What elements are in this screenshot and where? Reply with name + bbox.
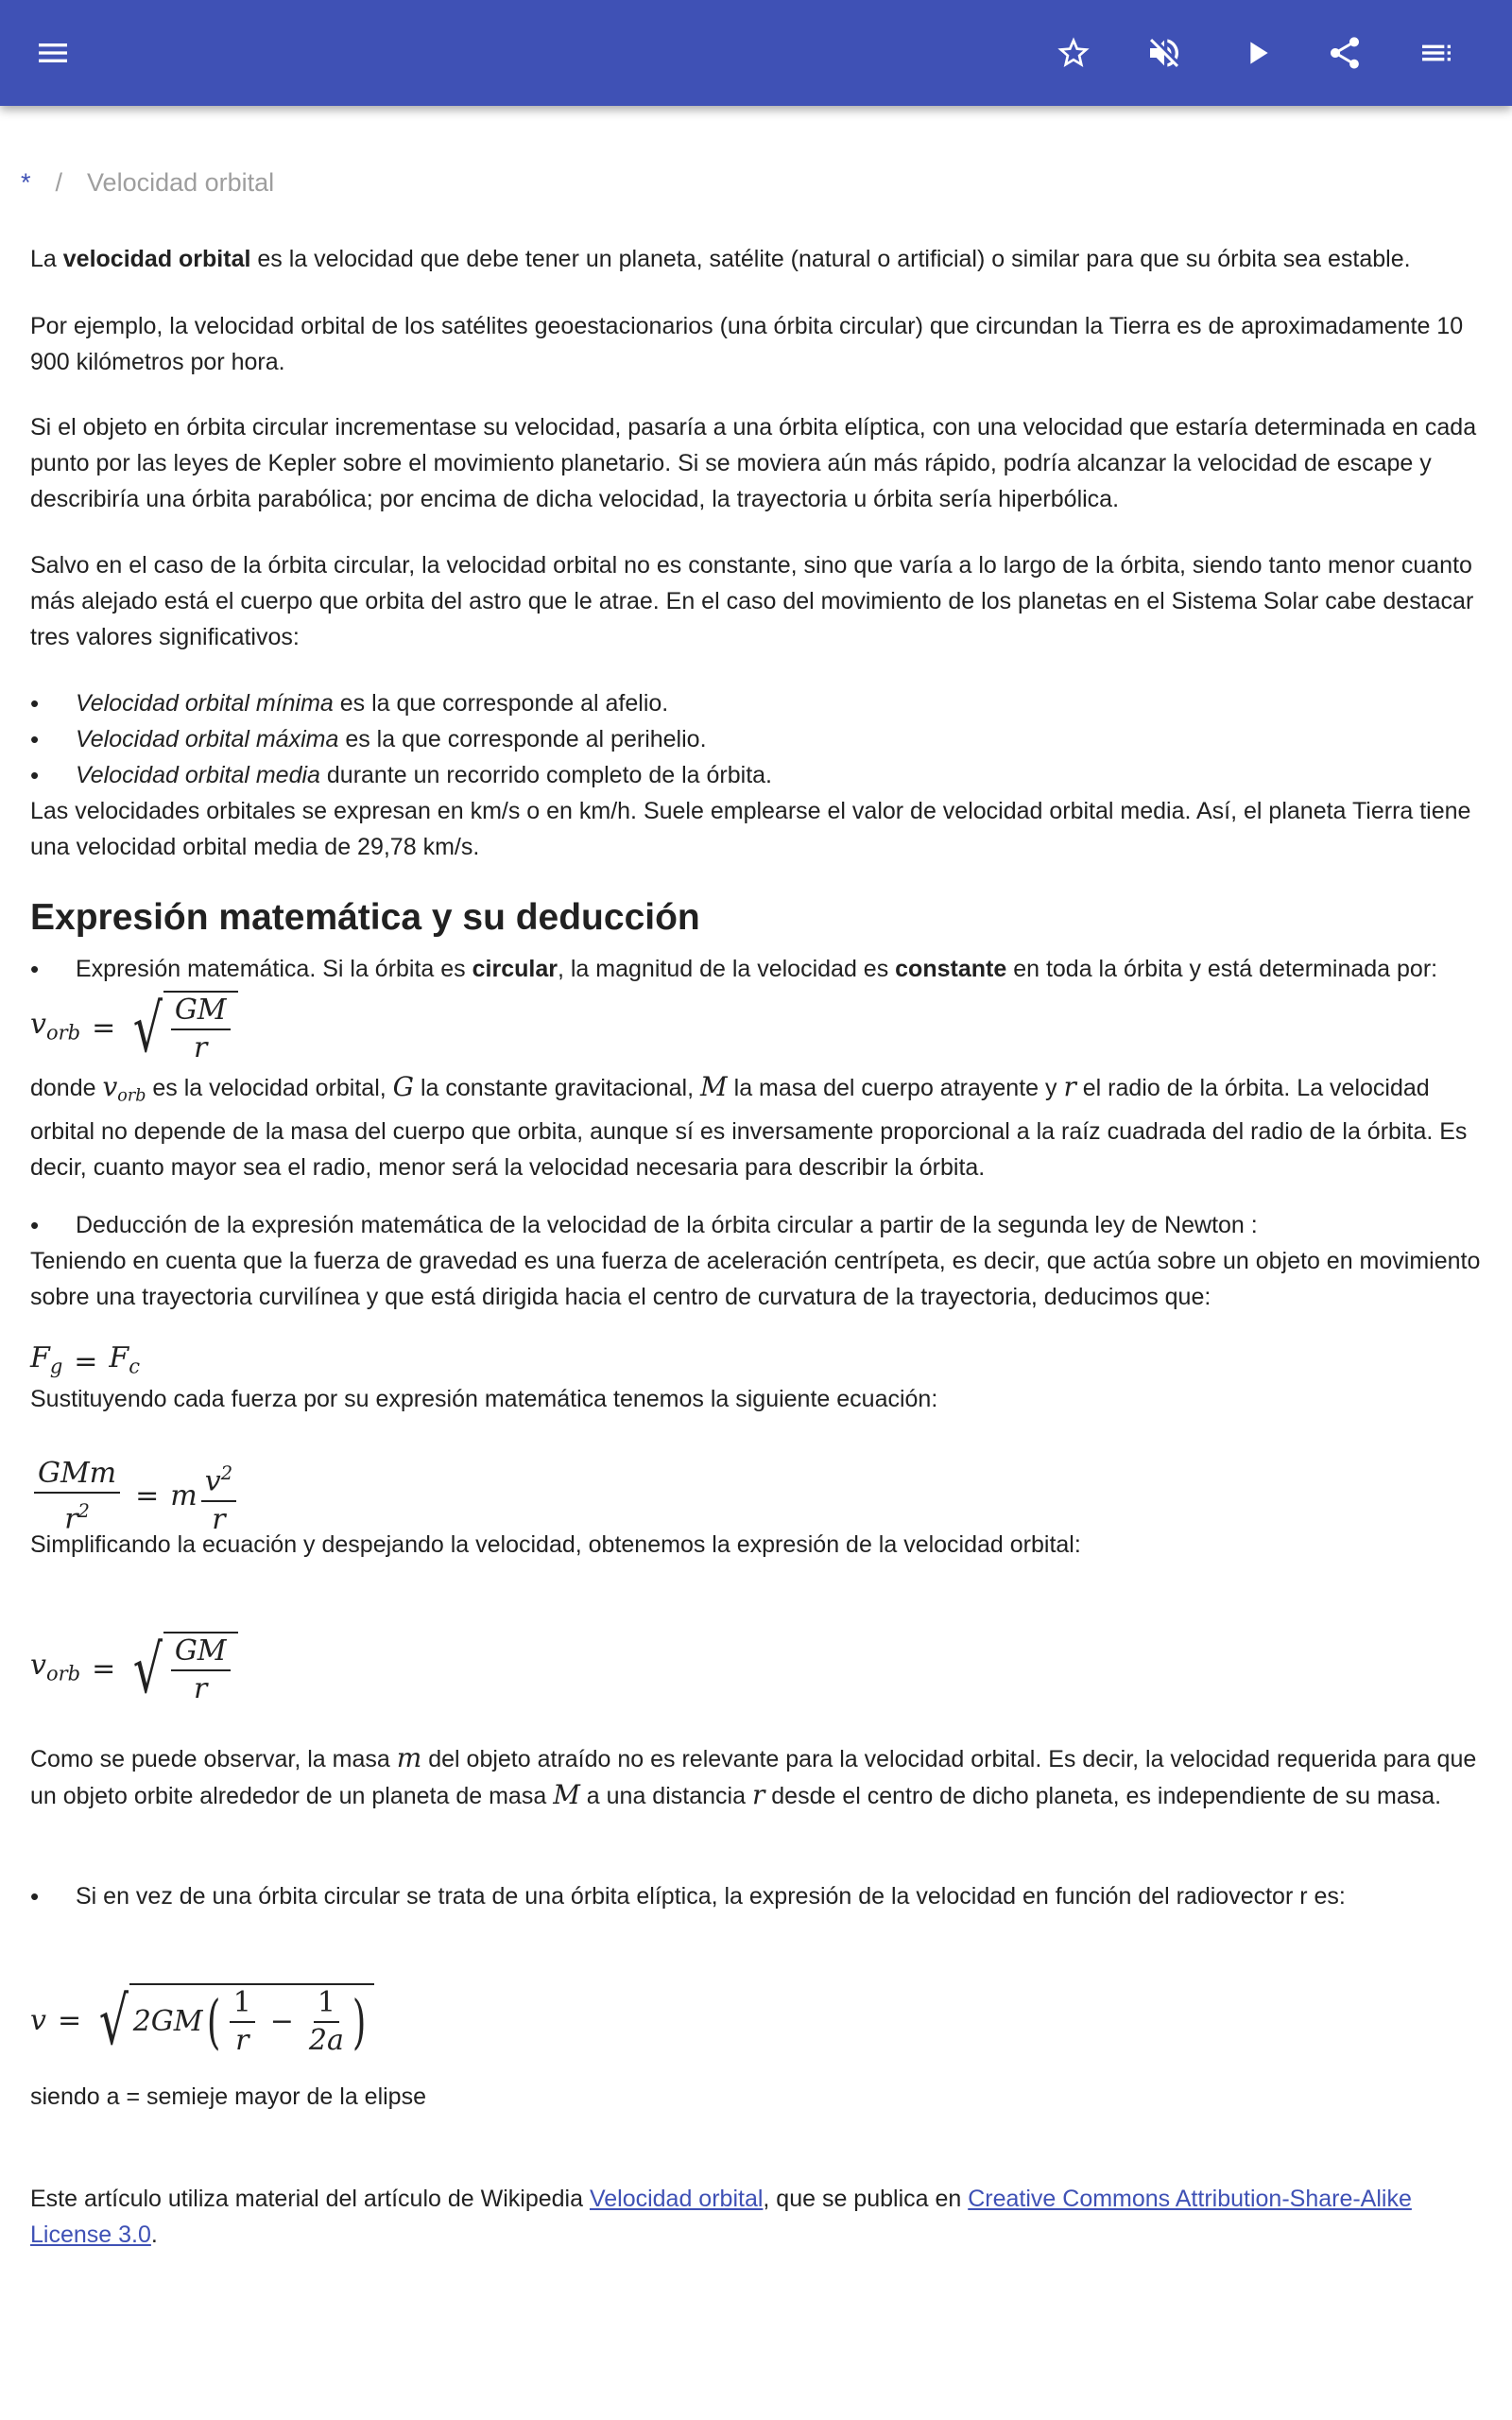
fraction-numerator: v xyxy=(204,1464,221,1498)
text: la masa del cuerpo atrayente y xyxy=(727,1075,1064,1101)
sqrt: √ $\frac{GM}{r}$ xyxy=(127,1632,237,1707)
text: es la velocidad orbital, xyxy=(146,1075,393,1101)
list-item xyxy=(47,685,668,721)
fraction-denominator: 2a xyxy=(308,2024,344,2057)
breadcrumb xyxy=(21,168,274,198)
math-sup: 2 xyxy=(77,1500,90,1522)
math-var: F xyxy=(109,1341,129,1374)
fraction-numerator: GM xyxy=(171,1634,231,1671)
text: Este artículo utiliza material del artículo de Wikipedia xyxy=(30,2186,590,2212)
math-coefficient: 2GM xyxy=(132,2005,203,2038)
math-equals: = xyxy=(92,1011,116,1045)
math-sup: 2 xyxy=(220,1462,233,1484)
math-sub: c xyxy=(129,1355,141,1378)
math-equals: = xyxy=(135,1479,160,1513)
left-paren: ( xyxy=(207,1987,221,2056)
text: , que se publica en xyxy=(763,2186,969,2212)
math-var: G xyxy=(392,1071,415,1102)
paragraph-intro xyxy=(30,241,1486,277)
text: a una distancia xyxy=(579,1783,752,1809)
math-sub: orb xyxy=(45,1021,81,1045)
bold-term: circular xyxy=(472,956,558,982)
formula-ellipse-velocity xyxy=(30,1983,374,2059)
text: La xyxy=(30,246,63,272)
fraction-denominator: r xyxy=(194,1031,208,1064)
math-var: m xyxy=(396,1742,422,1773)
italic-term: Velocidad orbital mínima xyxy=(76,690,334,717)
text: en toda la órbita y está determinada por: xyxy=(1006,956,1438,982)
italic-term: Velocidad orbital media xyxy=(76,762,320,788)
share-icon[interactable] xyxy=(1322,30,1367,76)
text: donde xyxy=(30,1075,103,1101)
text: Si en vez de una órbita circular se trata de una órbita elíptica, la expresión de la velocidad en función del radiovector r es: xyxy=(76,1883,1346,1910)
math-equals: = xyxy=(57,2004,82,2037)
text: Como se puede observar, la masa xyxy=(30,1746,397,1772)
math-var: r xyxy=(751,1779,765,1810)
math-minus: − xyxy=(269,2005,294,2038)
text: es la velocidad que debe tener un planeta, satélite (natural o artificial) o similar para que su órbita sea estable. xyxy=(250,246,1411,272)
paragraph-mass xyxy=(30,1740,1486,1814)
list-item xyxy=(47,721,707,757)
volume-off-icon[interactable] xyxy=(1142,30,1187,76)
sqrt: √ 2GM ( $\frac{1}{r}$ − $\frac{1}{2a}$ ) xyxy=(93,1983,374,2059)
text: Deducción de la expresión matemática de la velocidad de la órbita circular a partir de la segunda ley de Newton : xyxy=(76,1212,1258,1238)
bold-term: constante xyxy=(895,956,1007,982)
math-var: F xyxy=(30,1341,50,1374)
math-var: v xyxy=(30,1007,46,1041)
text: del objeto atraído no es relevante para la velocidad orbital. Es decir, la velocidad requerida para que un objeto orbite alrededor de un planeta de masa xyxy=(30,1746,1477,1809)
math-equals: = xyxy=(92,1652,116,1685)
math-var: v xyxy=(102,1071,118,1102)
paragraph-substitution: Sustituyendo cada fuerza por su expresión matemática tenemos la siguiente ecuación: xyxy=(30,1386,938,1412)
math-var: v xyxy=(30,1648,46,1682)
text: es la que corresponde al perihelio. xyxy=(338,726,707,752)
text: la constante gravitacional, xyxy=(414,1075,701,1101)
fraction-numerator: 1 xyxy=(230,1985,255,2023)
formula-newton xyxy=(30,1456,240,1538)
text: , la magnitud de la velocidad es xyxy=(557,956,896,982)
text: es la que corresponde al afelio. xyxy=(333,690,669,717)
list-item xyxy=(47,757,772,793)
playlist-icon[interactable] xyxy=(1414,30,1459,76)
sqrt: √ $\frac{GM}{r}$ xyxy=(127,991,237,1066)
star-icon[interactable] xyxy=(1051,30,1096,76)
list-item xyxy=(47,1207,1258,1243)
fraction-numerator: GM xyxy=(171,993,231,1030)
fraction-numerator: GMm xyxy=(34,1456,120,1494)
app-bar xyxy=(0,0,1512,106)
fraction-denominator: r xyxy=(64,1502,78,1536)
math-equals: = xyxy=(74,1345,98,1379)
math-var: M xyxy=(553,1779,580,1810)
breadcrumb-separator: / xyxy=(55,168,63,197)
italic-term: Velocidad orbital máxima xyxy=(76,726,339,752)
paragraph-units: Las velocidades orbitales se expresan en km/s o en km/h. Suele emplearse el valor de velocidad orbital media. Así, el planeta Tierra tiene una velocidad orbital media de 29,78 km/s. xyxy=(30,798,1471,860)
paragraph-donde xyxy=(30,1069,1486,1185)
paragraph-example: Por ejemplo, la velocidad orbital de los satélites geoestacionarios (una órbita circular) que circundan la Tierra es de aproximadamente 10 900 kilómetros por hora. xyxy=(30,313,1464,375)
fraction-denominator: r xyxy=(194,1672,208,1705)
paragraph-centripetal: Teniendo en cuenta que la fuerza de gravedad es una fuerza de aceleración centrípeta, es decir, que actúa sobre un objeto en movimiento sobre una trayectoria curvilínea y que está dirigida hacia el centro de curvatura de la trayectoria, deducimos que: xyxy=(30,1248,1481,1310)
math-var: M xyxy=(700,1071,728,1102)
list-item xyxy=(47,1878,1346,1914)
formula-orbital-velocity xyxy=(30,991,238,1066)
math-var: m xyxy=(170,1479,198,1513)
wikipedia-article-link[interactable]: Velocidad orbital xyxy=(589,2186,764,2212)
fraction-denominator: r xyxy=(212,1502,226,1536)
text: el radio de la órbita. La velocidad orbital no depende de la masa del cuerpo que orbita, aunque sí es inversamente proporcional a la raíz cuadrada del radio de la órbita. Es decir, cuanto mayor sea el radio, menor será la velocidad necesaria para describir la órbita. xyxy=(30,1075,1468,1182)
math-var: r xyxy=(1063,1071,1076,1102)
attribution-footer xyxy=(30,2181,1486,2253)
paragraph-elliptic: Si el objeto en órbita circular incrementase su velocidad, pasaría a una órbita elíptica, con una velocidad que estaría determinada en cada punto por las leyes de Kepler sobre el movimiento planetario. Si se moviera aún más rápido, podría alcanzar la velocidad de escape y describiría una órbita parabólica; por encima de dicha velocidad, la trayectoria u órbita sería hiperbólica. xyxy=(30,414,1477,512)
paragraph-values: Salvo en el caso de la órbita circular, la velocidad orbital no es constante, sino que varía a lo largo de la órbita, siendo tanto menor cuanto más alejado está el cuerpo que orbita del astro que le atrae. En el caso del movimiento de los planetas en el Sistema Solar cabe destacar tres valores significativos: xyxy=(30,552,1474,650)
paragraph-semiaxis: siendo a = semieje mayor de la elipse xyxy=(30,2083,426,2110)
text: Expresión matemática. Si la órbita es xyxy=(76,956,472,982)
bold-term: velocidad orbital xyxy=(62,246,251,272)
play-icon[interactable] xyxy=(1234,30,1280,76)
math-sub: orb xyxy=(117,1086,146,1106)
formula-orbital-velocity-result xyxy=(30,1632,238,1707)
menu-icon[interactable] xyxy=(30,30,76,76)
text: desde el centro de dicho planeta, es independiente de su masa. xyxy=(765,1783,1442,1809)
text: . xyxy=(150,2221,158,2248)
math-sub: orb xyxy=(45,1662,81,1685)
math-var: v xyxy=(30,2004,46,2037)
math-sub: g xyxy=(49,1355,63,1378)
breadcrumb-root-link[interactable]: * xyxy=(21,168,31,197)
breadcrumb-current: Velocidad orbital xyxy=(87,168,275,197)
fraction-denominator: r xyxy=(235,2024,249,2057)
right-paren: ) xyxy=(352,1987,367,2056)
formula-forces xyxy=(30,1340,140,1384)
text: durante un recorrido completo de la órbita. xyxy=(319,762,773,788)
list-item xyxy=(47,951,1437,987)
fraction-numerator: 1 xyxy=(314,1985,339,2023)
license-link[interactable]: Creative Commons Attribution-Share-Alike License 3.0 xyxy=(30,2186,1412,2248)
paragraph-simplify: Simplificando la ecuación y despejando la velocidad, obtenemos la expresión de la velocidad orbital: xyxy=(30,1531,1081,1558)
section-heading: Expresión matemática y su deducción xyxy=(30,897,700,938)
